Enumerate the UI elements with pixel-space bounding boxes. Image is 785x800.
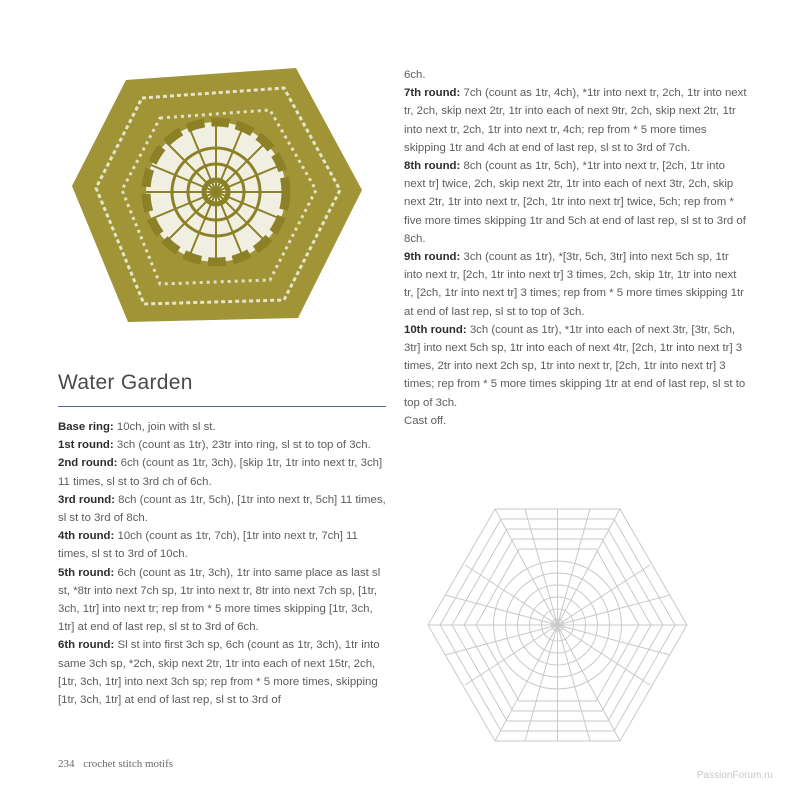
title-rule xyxy=(58,406,386,407)
round-label: 1st round: xyxy=(58,439,114,452)
round-label: 7th round: xyxy=(404,87,461,100)
round-text: 3ch (count as 1tr), 23tr into ring, sl st to top of 3ch. xyxy=(116,439,371,452)
pattern-title: Water Garden xyxy=(58,371,193,394)
round-text: 8ch (count as 1tr, 5ch), *1tr into next tr, [2ch, 1tr into next tr] twice, 2ch, skip next 2tr, 1tr into each of next 3tr, 2ch, skip next 2tr, 1tr into next tr, [2ch, 1tr into next tr] twice, 5ch; rep from * five more times skipping 1tr and 5ch at end of last rep, sl st to 3rd of 8ch. xyxy=(404,160,746,245)
round-label: 9th round: xyxy=(404,251,461,264)
round-label: 4th round: xyxy=(58,530,115,543)
page-number: 234 xyxy=(58,758,75,770)
instruction-paragraph xyxy=(404,321,749,412)
round-label: 5th round: xyxy=(58,566,115,579)
round-label: 2nd round: xyxy=(58,457,118,470)
instruction-paragraph xyxy=(58,418,386,436)
round-text: 8ch (count as 1tr, 5ch), [1tr into next tr, 5ch] 11 times, sl st to 3rd of 8ch. xyxy=(58,493,386,525)
round-text: 3ch (count as 1tr), *[3tr, 5ch, 3tr] into next 5ch sp, 1tr into next tr, [2ch, 1tr into next tr] 3 times, 2ch, skip 1tr, 1tr into next tr, [2ch, 1tr into next tr] 3 times; rep from * 5 more times skipping 1tr at end of last rep, sl st to top of 3ch. xyxy=(404,251,744,318)
instruction-paragraph xyxy=(404,157,749,248)
instructions-right-column xyxy=(404,66,749,430)
instruction-paragraph xyxy=(58,564,386,637)
instruction-paragraph xyxy=(404,84,749,157)
round-label: Base ring: xyxy=(58,421,114,433)
instruction-paragraph xyxy=(58,491,386,527)
round-text: 6ch. xyxy=(404,69,426,81)
instruction-paragraph xyxy=(404,66,749,84)
motif-photo xyxy=(66,60,366,330)
round-text: Sl st into first 3ch sp, 6ch (count as 1tr, 3ch), 1tr into same 3ch sp, *2ch, skip next 2tr, 1tr into each of next 15tr, 2ch, [1tr, 3ch, 1tr] into next 3ch sp; rep from * 5 more times, skipping [1tr, 3ch, 1tr] at end of last rep, sl st to 3rd of xyxy=(58,639,380,707)
section-name: crochet stitch motifs xyxy=(83,758,174,770)
round-text: 6ch (count as 1tr, 3ch), 1tr into same place as last sl st, *8tr into next 7ch sp, 1tr into next tr, 8tr into next 7ch sp, [1tr, 3ch, 1tr] into next tr; rep from * 5 more times skipping [1tr, 3ch, 1tr] at end of last rep, sl st to 3rd of 6ch. xyxy=(58,566,381,634)
instructions-left-column xyxy=(58,418,386,709)
instruction-paragraph xyxy=(58,454,386,490)
round-text: 6ch (count as 1tr, 3ch), [skip 1tr, 1tr into next tr, 3ch] 11 times, sl st to 3rd ch of 6ch. xyxy=(58,457,383,488)
round-text: Cast off. xyxy=(404,414,447,427)
round-text: 3ch (count as 1tr), *1tr into each of next 3tr, [3tr, 5ch, 3tr] into next 5ch sp, 1tr into each of next 4tr, [2ch, 1tr into next tr] 3 times, 2tr into next 2ch sp, 1tr into next tr, [2ch, 1tr into next tr] 3 times; rep from * 5 more times skipping 1tr at end of last rep, sl st to top of 3ch. xyxy=(404,323,746,409)
page-footer xyxy=(58,758,173,770)
instruction-paragraph xyxy=(404,412,749,430)
round-text: 7ch (count as 1tr, 4ch), *1tr into next tr, 2ch, 1tr into next tr, 2ch, skip next 2tr, 1tr into each of next 9tr, 2ch, skip next 2tr, 1tr into next tr, 2ch, 1tr into next tr, 4ch; rep from * 5 more times skipping 1tr and 4ch at end of last rep, sl st to 3rd of 7ch. xyxy=(404,87,747,154)
round-label: 8th round: xyxy=(404,160,461,173)
instruction-paragraph xyxy=(404,248,749,321)
round-text: 10ch, join with sl st. xyxy=(116,421,216,433)
instruction-paragraph xyxy=(58,527,386,563)
round-label: 10th round: xyxy=(404,323,467,336)
instruction-paragraph xyxy=(58,636,386,709)
round-label: 3rd round: xyxy=(58,493,115,506)
instruction-paragraph xyxy=(58,436,386,454)
round-label: 6th round: xyxy=(58,639,115,652)
stitch-diagram xyxy=(425,505,690,745)
round-text: 10ch (count as 1tr, 7ch), [1tr into next tr, 7ch] 11 times, sl st to 3rd of 10ch. xyxy=(58,530,358,561)
watermark: PassionForum.ru xyxy=(696,770,773,781)
